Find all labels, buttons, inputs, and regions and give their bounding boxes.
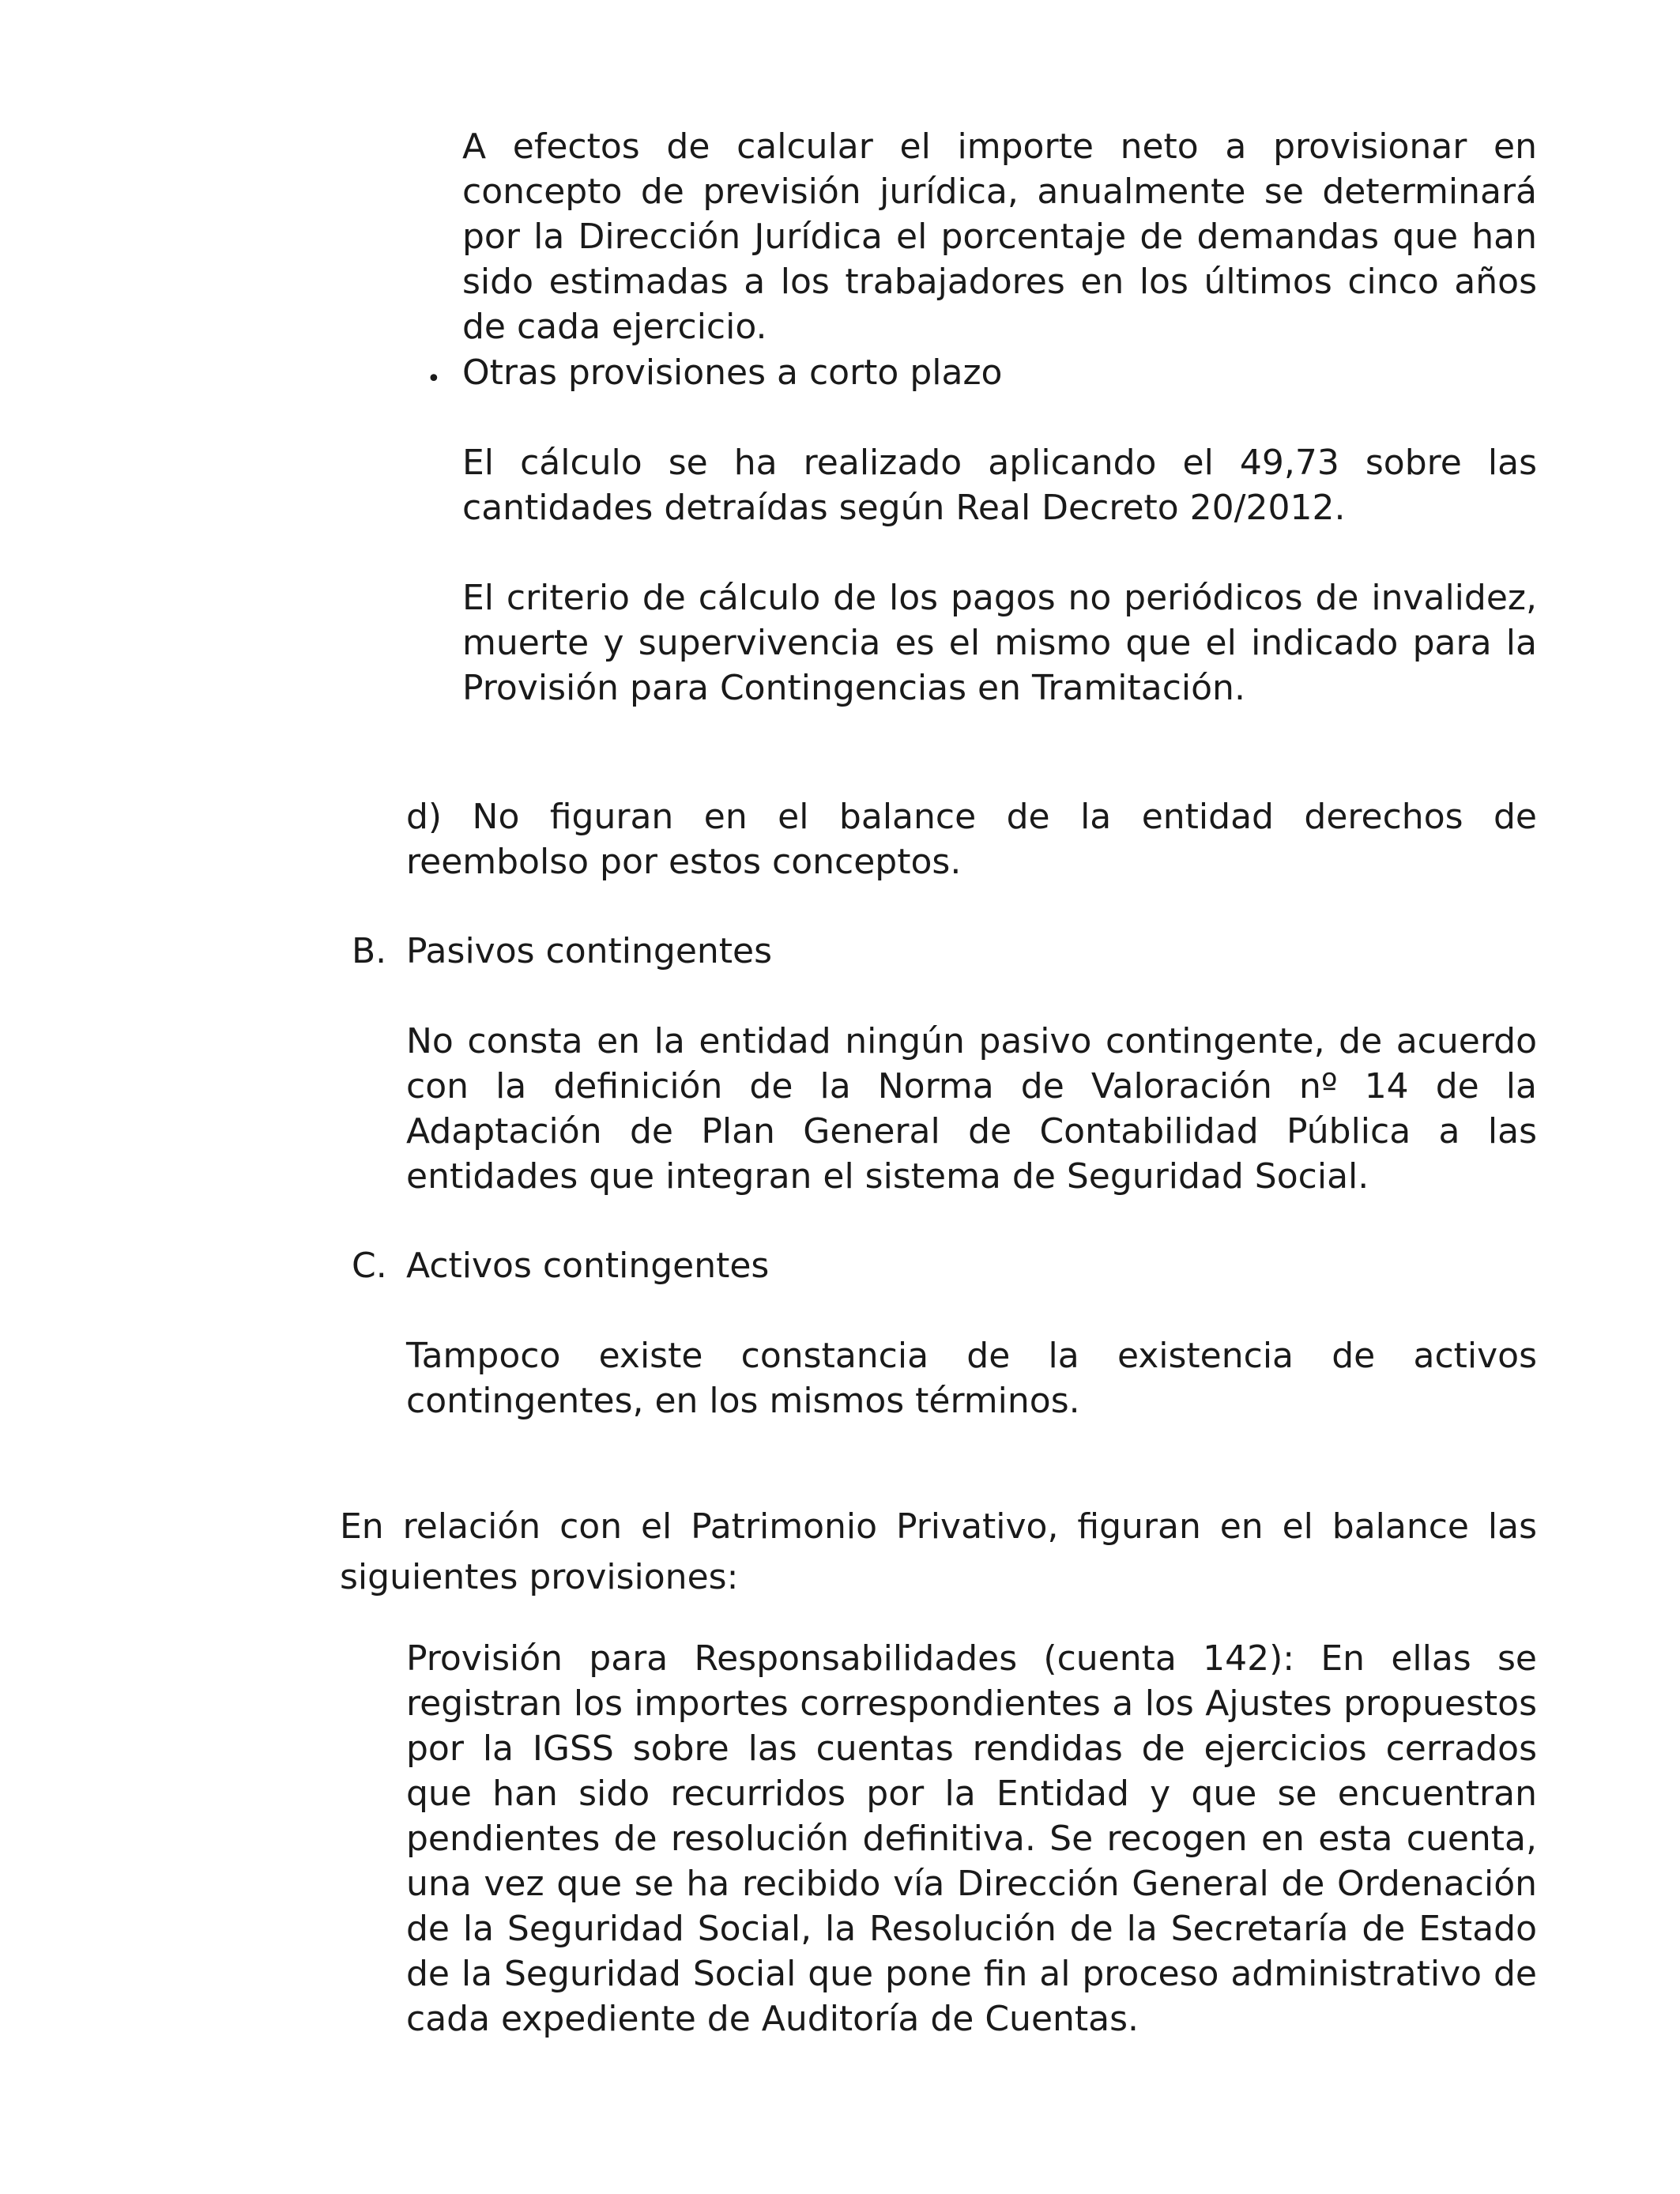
- section-b-heading: Pasivos contingentes: [406, 931, 773, 971]
- paragraph-pasivos: No consta en la entidad ningún pasivo contingente, de acuerdo con la definición de la Norma de Valoración nº 14 de la Adaptación de Plan General de Contabilidad Pública a las entidades que integran el sistema de Seguridad Social.: [406, 1021, 1537, 1197]
- section-c-letter: C.: [352, 1246, 387, 1286]
- paragraph-activos: Tampoco existe constancia de la existencia de activos contingentes, en los mismos términos.: [406, 1336, 1537, 1421]
- paragraph-prevision-juridica: A efectos de calcular el importe neto a provisionar en concepto de previsión jurídica, anualmente se determinará por la Dirección Jurídica el porcentaje de demandas que han sido estimadas a los trabajadores en los últimos cinco años de cada ejercicio.: [462, 126, 1537, 347]
- paragraph-responsabilidades: Provisión para Responsabilidades (cuenta 142): En ellas se registran los importes correspondientes a los Ajustes propuestos por la IGSS sobre las cuentas rendidas de ejercicios cerrados que han sido recurridos por la Entidad y que se encuentran pendientes de resolución definitiva. Se recogen en esta cuenta, una vez que se ha recibido vía Dirección General de Ordenación de la Seguridad Social, la Resolución de la Secretaría de Estado de la Seguridad Social que pone fin al proceso administrativo de cada expediente de Auditoría de Cuentas.: [406, 1638, 1537, 2039]
- paragraph-calculo: El cálculo se ha realizado aplicando el 49,73 sobre las cantidades detraídas según Real Decreto 20/2012.: [462, 443, 1537, 528]
- bullet-otras-provisiones: Otras provisiones a corto plazo: [462, 352, 1003, 393]
- paragraph-criterio: El criterio de cálculo de los pagos no periódicos de invalidez, muerte y supervivencia es el mismo que el indicado para la Provisión para Contingencias en Tramitación.: [462, 578, 1537, 708]
- paragraph-reembolso: d) No figuran en el balance de la entidad derechos de reembolso por estos conceptos.: [406, 797, 1537, 882]
- section-c-heading: Activos contingentes: [406, 1246, 770, 1286]
- bullet-icon: •: [427, 365, 441, 393]
- section-b-letter: B.: [352, 931, 387, 971]
- paragraph-patrimonio: En relación con el Patrimonio Privativo, figuran en el balance las siguientes provisiones:: [340, 1506, 1537, 1597]
